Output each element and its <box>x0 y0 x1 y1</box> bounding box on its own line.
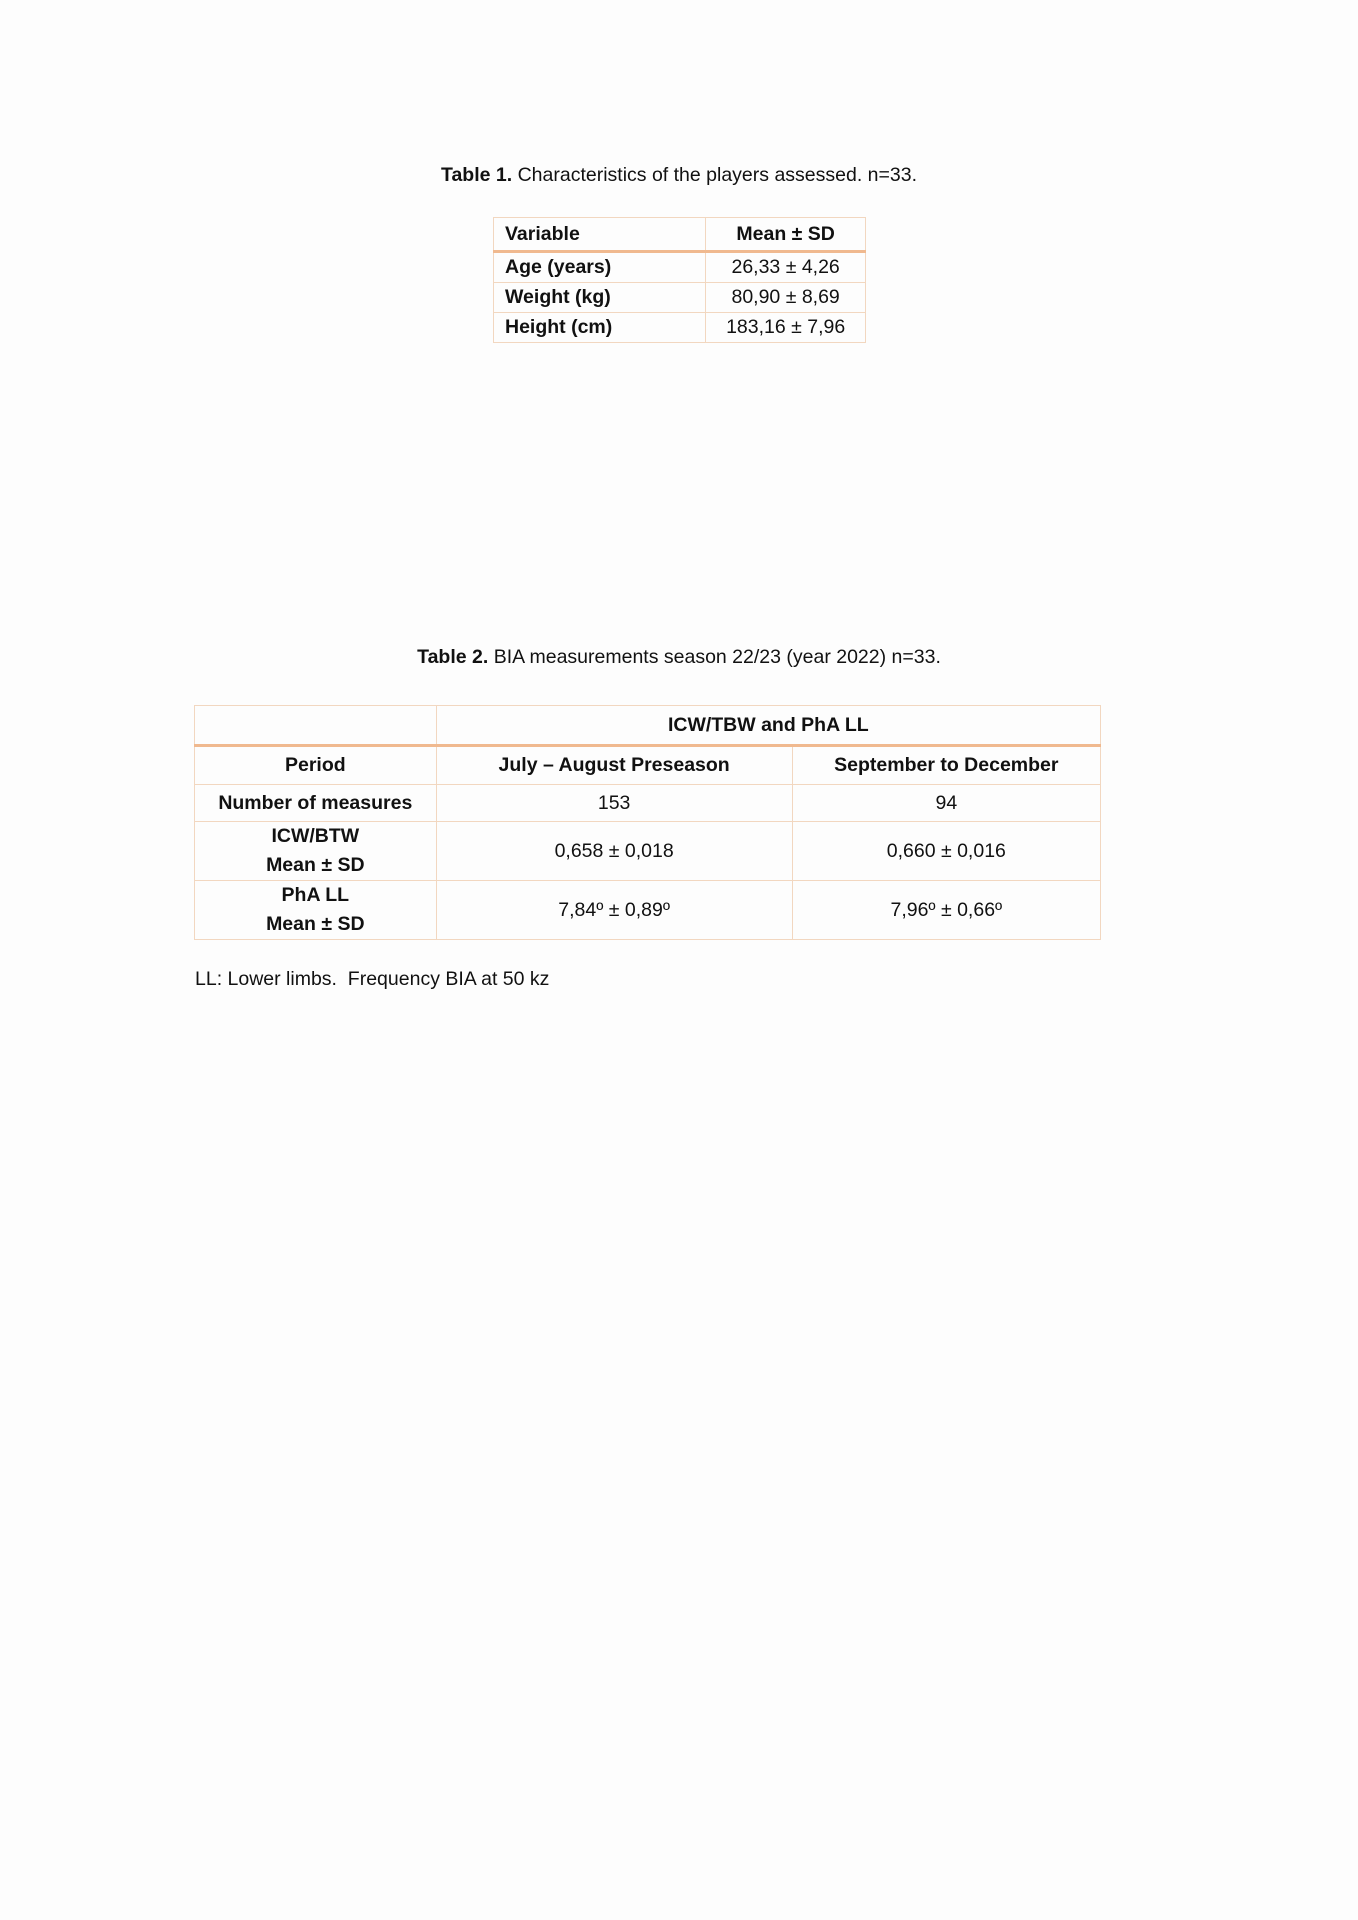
table-row <box>494 313 866 343</box>
bia-measurements-table <box>194 705 1101 940</box>
table1-header-mean-sd: Mean ± SD <box>706 218 866 252</box>
table2-value-cell: 0,660 ± 0,016 <box>792 822 1100 881</box>
table2-value-cell: 7,84º ± 0,89º <box>436 881 792 940</box>
table2-row-label-line: ICW/BTW <box>271 825 360 847</box>
table-row <box>195 822 1101 881</box>
table2-row-label-line: Mean ± SD <box>266 913 365 935</box>
table2-column-header-preseason: July – August Preseason <box>436 746 792 785</box>
table1-caption-text: Characteristics of the players assessed. n=33. <box>512 164 917 186</box>
table-row <box>195 881 1101 940</box>
table1-value-cell: 183,16 ± 7,96 <box>706 313 866 343</box>
table2-period-row <box>195 746 1101 785</box>
table1-variable-cell: Weight (kg) <box>494 283 706 313</box>
table-row <box>494 252 866 283</box>
table2-value-cell: 153 <box>436 785 792 822</box>
table1-header-row <box>494 218 866 252</box>
table2-empty-corner-cell <box>195 706 437 746</box>
table2-value-cell: 0,658 ± 0,018 <box>436 822 792 881</box>
players-characteristics-table <box>493 217 866 343</box>
table2-group-header: ICW/TBW and PhA LL <box>436 706 1100 746</box>
table2-value-cell: 94 <box>792 785 1100 822</box>
table-row <box>494 283 866 313</box>
table1-header-variable: Variable <box>494 218 706 252</box>
table1-value-cell: 80,90 ± 8,69 <box>706 283 866 313</box>
table-row <box>195 785 1101 822</box>
table2-row-label-line: PhA LL <box>281 884 350 906</box>
footnote: LL: Lower limbs. Frequency BIA at 50 kz <box>195 968 550 990</box>
table2-row-label: Number of measures <box>195 785 437 822</box>
table1-caption <box>0 164 1358 187</box>
table2-column-header-sept-dec: September to December <box>792 746 1100 785</box>
table1-caption-label: Table 1. <box>441 164 513 186</box>
table2-group-header-row <box>195 706 1101 746</box>
table2-row-label <box>195 822 437 881</box>
table2-caption-label: Table 2. <box>417 646 489 668</box>
table1-value-cell: 26,33 ± 4,26 <box>706 252 866 283</box>
table2-period-label: Period <box>195 746 437 785</box>
table2-caption-text: BIA measurements season 22/23 (year 2022) n=33. <box>488 646 941 668</box>
table2-row-label-line: Mean ± SD <box>266 854 365 876</box>
table2-row-label <box>195 881 437 940</box>
table2-caption <box>0 646 1358 669</box>
table1-variable-cell: Height (cm) <box>494 313 706 343</box>
table2-value-cell: 7,96º ± 0,66º <box>792 881 1100 940</box>
table1-variable-cell: Age (years) <box>494 252 706 283</box>
